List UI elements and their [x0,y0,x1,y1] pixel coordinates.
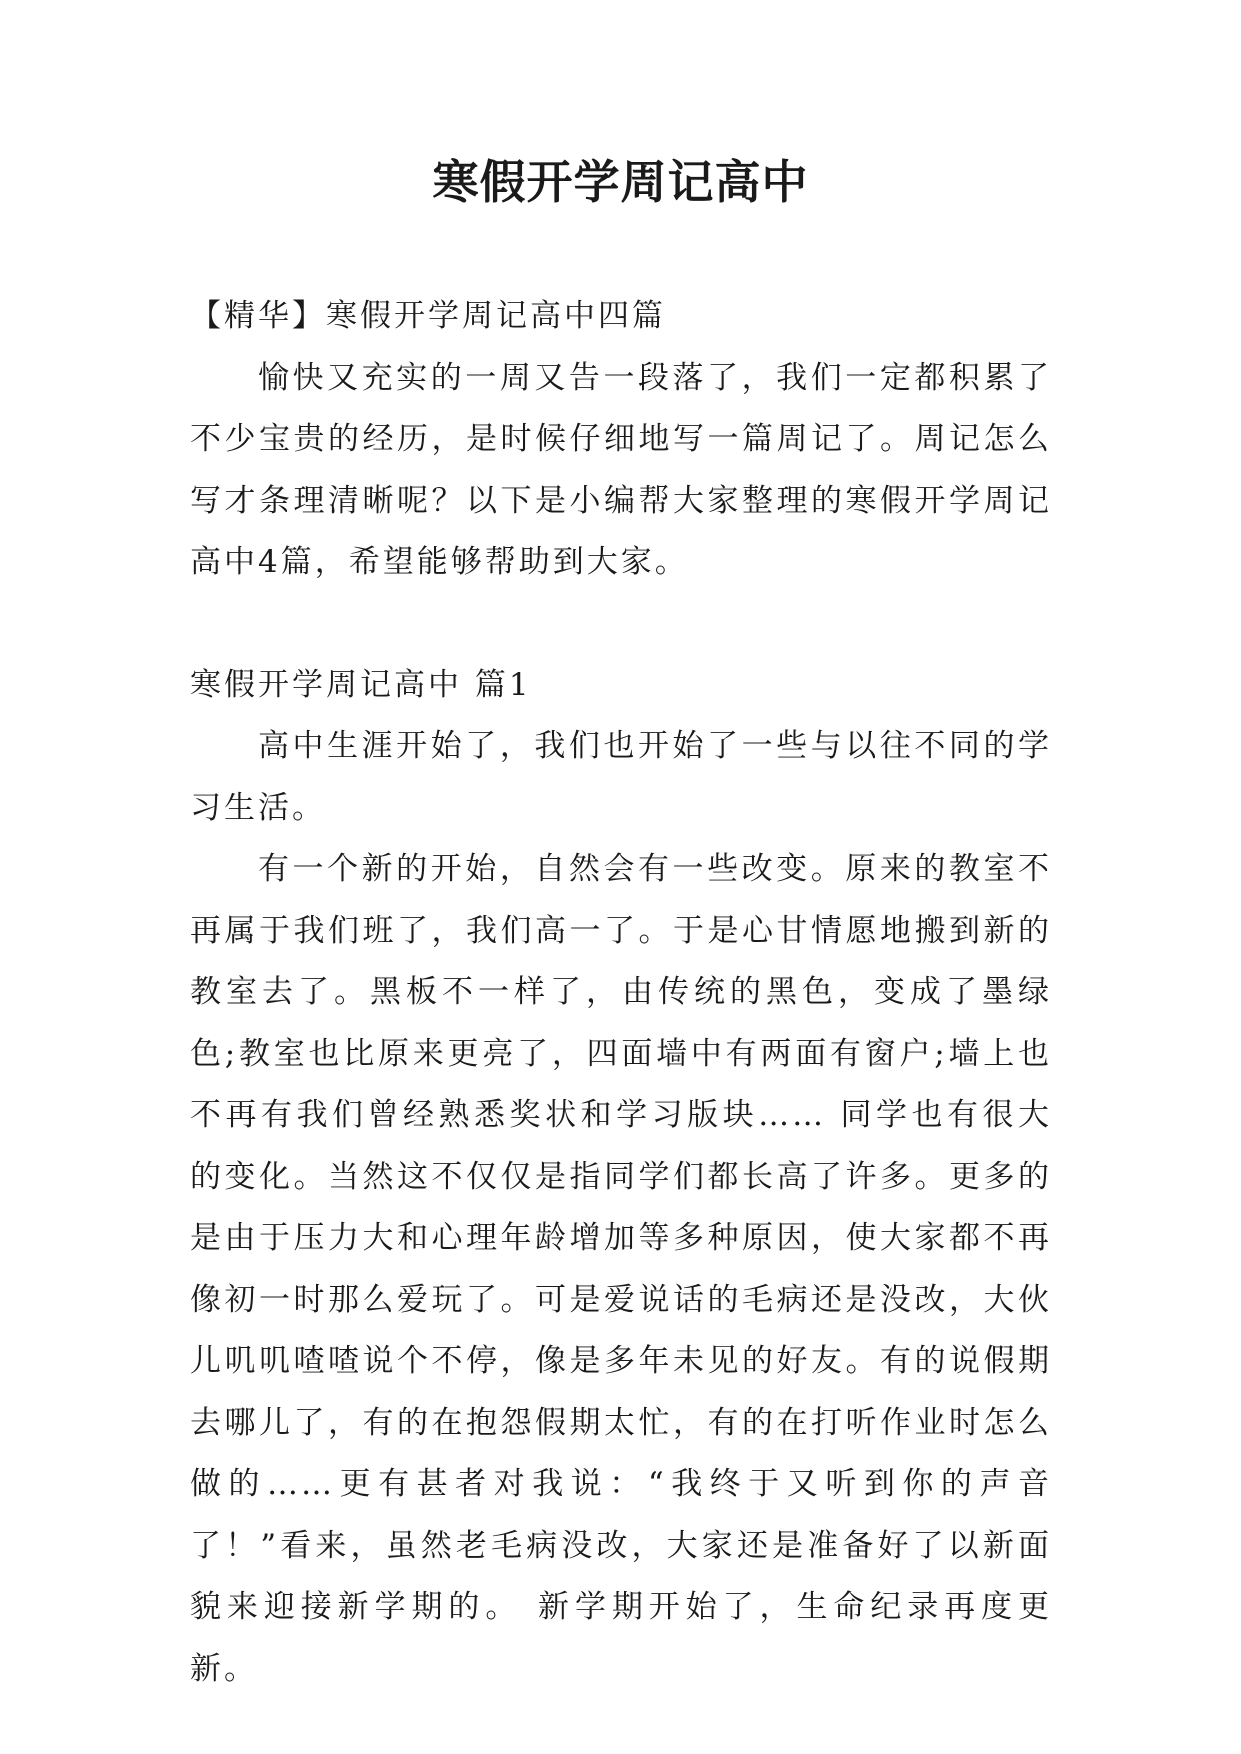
document-body [190,286,1052,1700]
document-title: 寒假开学周记高中 [432,155,809,209]
intro-paragraph: 愉快又充实的一周又告一段落了，我们一定都积累了不少宝贵的经历，是时候仔细地写一篇周记了。周记怎么写才条理清晰呢？以下是小编帮大家整理的寒假开学周记高中4篇，希望能够帮助到大家。 [190,359,1052,580]
document-subtitle: 【精华】寒假开学周记高中四篇 [190,298,666,334]
body-paragraph: 有一个新的开始，自然会有一些改变。原来的教室不再属于我们班了，我们高一了。于是心甘情愿地搬到新的教室去了。黑板不一样了，由传统的黑色，变成了墨绿色;教室也比原来更亮了，四面墙中有两面有窗户;墙上也不再有我们曾经熟悉奖状和学习版块…… 同学也有很大的变化。当然这不仅仅是指同学们都长高了许多。更多的是由于压力大和心理年龄增加等多种原因，使大家都不再像初一时那么爱玩了。可是爱说话的毛病还是没改，大伙儿叽叽喳喳说个不停，像是多年未见的好友。有的说假期去哪儿了，有的在抱怨假期太忙，有的在打听作业时怎么做的……更有甚者对我说：“我终于又听到你的声音了！”看来，虽然老毛病没改，大家还是准备好了以新面貌来迎接新学期的。 新学期开始了，生命纪录再度更新。 [190,851,1052,1687]
section-heading: 寒假开学周记高中 篇1 [190,666,532,703]
paragraph-spacer [190,594,1052,655]
body-paragraph: 高中生涯开始了，我们也开始了一些与以往不同的学习生活。 [190,728,1052,826]
